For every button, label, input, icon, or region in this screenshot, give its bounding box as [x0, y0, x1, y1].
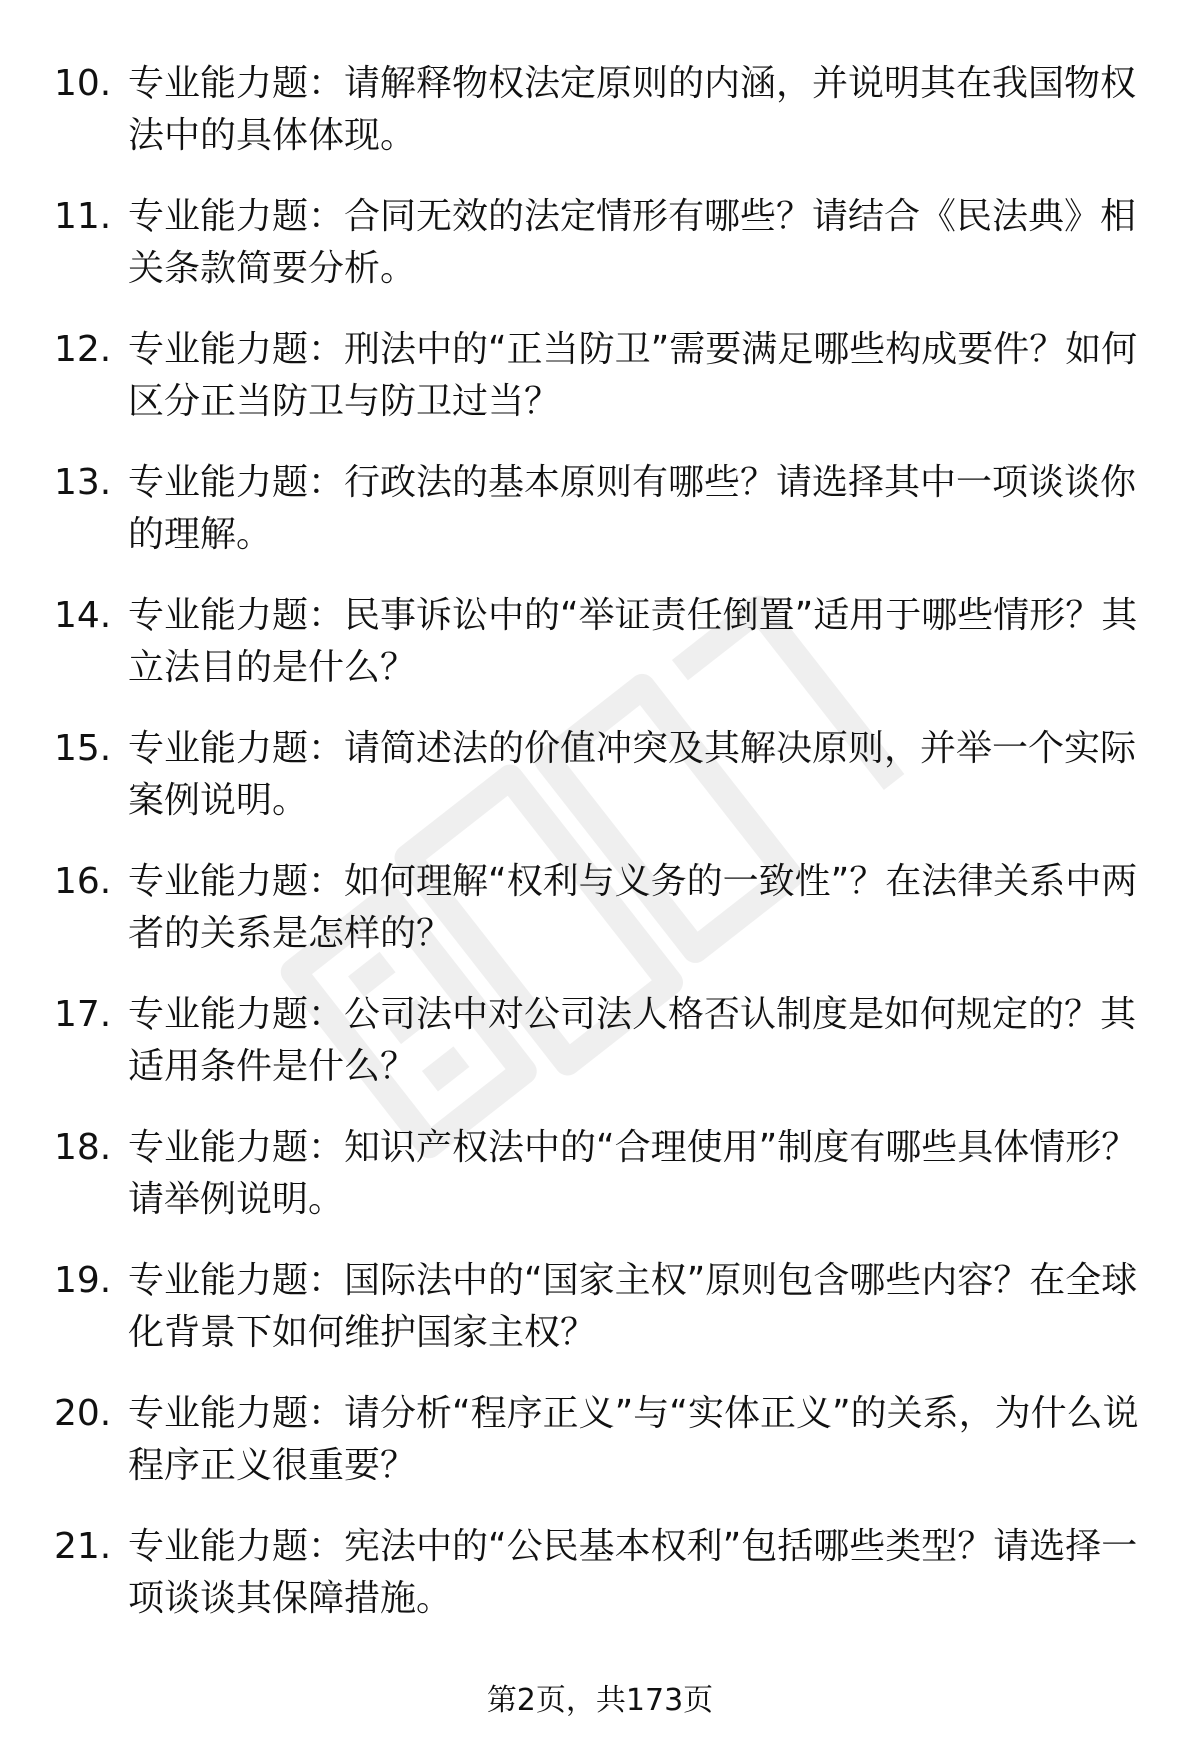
question-text: 专业能力题：请简述法的价值冲突及其解决原则，并举一个实际案例说明。	[128, 728, 1137, 821]
list-item	[0, 1521, 1200, 1654]
question-number: 14.	[54, 595, 112, 636]
question-number: 21.	[54, 1526, 112, 1567]
question-number: 11.	[54, 196, 112, 237]
list-item	[0, 1388, 1200, 1521]
list-item	[0, 457, 1200, 590]
question-text: 专业能力题：如何理解“权利与义务的一致性”？在法律关系中两者的关系是怎样的？	[128, 861, 1138, 954]
question-number: 16.	[54, 861, 112, 902]
list-item	[0, 1122, 1200, 1255]
question-text: 专业能力题：行政法的基本原则有哪些？请选择其中一项谈谈你的理解。	[128, 462, 1137, 555]
question-number: 19.	[54, 1260, 112, 1301]
question-text: 专业能力题：请解释物权法定原则的内涵，并说明其在我国物权法中的具体体现。	[128, 63, 1137, 156]
list-item	[0, 723, 1200, 856]
question-number: 20.	[54, 1393, 112, 1434]
question-text: 专业能力题：国际法中的“国家主权”原则包含哪些内容？在全球化背景下如何维护国家主权？	[128, 1260, 1138, 1353]
list-item	[0, 856, 1200, 989]
question-list	[0, 58, 1200, 1654]
page-indicator: 第2页，共173页	[486, 1683, 714, 1718]
question-text: 专业能力题：公司法中对公司法人格否认制度是如何规定的？其适用条件是什么？	[128, 994, 1137, 1087]
question-number: 12.	[54, 329, 112, 370]
question-number: 17.	[54, 994, 112, 1035]
question-text: 专业能力题：合同无效的法定情形有哪些？请结合《民法典》相关条款简要分析。	[128, 196, 1137, 289]
question-text: 专业能力题：刑法中的“正当防卫”需要满足哪些构成要件？如何区分正当防卫与防卫过当？	[128, 329, 1138, 422]
list-item	[0, 590, 1200, 723]
question-number: 18.	[54, 1127, 112, 1168]
question-text: 专业能力题：知识产权法中的“合理使用”制度有哪些具体情形？请举例说明。	[128, 1127, 1138, 1220]
question-number: 13.	[54, 462, 112, 503]
question-text: 专业能力题：宪法中的“公民基本权利”包括哪些类型？请选择一项谈谈其保障措施。	[128, 1526, 1138, 1619]
list-item	[0, 324, 1200, 457]
question-number: 10.	[54, 63, 112, 104]
list-item	[0, 191, 1200, 324]
list-item	[0, 989, 1200, 1122]
question-text: 专业能力题：请分析“程序正义”与“实体正义”的关系，为什么说程序正义很重要？	[128, 1393, 1139, 1486]
question-number: 15.	[54, 728, 112, 769]
list-item	[0, 58, 1200, 191]
list-item	[0, 1255, 1200, 1388]
question-text: 专业能力题：民事诉讼中的“举证责任倒置”适用于哪些情形？其立法目的是什么？	[128, 595, 1138, 688]
